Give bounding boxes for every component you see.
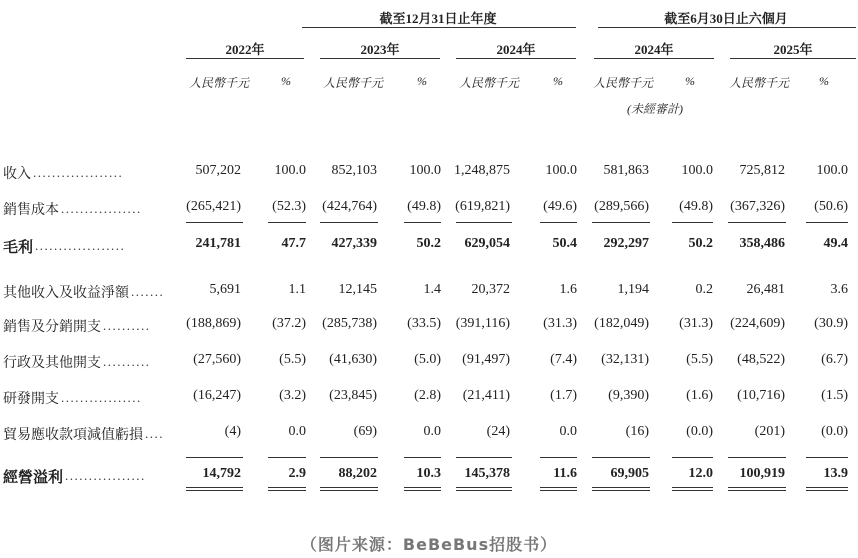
table-cell: 3.6 [830, 282, 848, 297]
year-underline [320, 58, 440, 59]
table-cell: 100.0 [681, 163, 713, 178]
table-cell: (367,326) [730, 199, 785, 214]
table-cell: (41,630) [329, 352, 377, 367]
table-cell: 0.0 [288, 424, 306, 439]
table-cell: 50.2 [688, 236, 713, 251]
row-label: 毛利 [3, 240, 34, 256]
unaudited-note: (未經審計) [627, 102, 683, 116]
subtotal-rule [404, 222, 441, 223]
table-cell: (182,049) [594, 316, 649, 331]
table-cell: (285,738) [322, 316, 377, 331]
table-cell: 69,905 [610, 466, 649, 481]
table-cell: 50.2 [416, 236, 441, 251]
leader-dots: ....... [131, 284, 165, 299]
leader-dots: ................. [61, 390, 142, 405]
year-underline [186, 58, 304, 59]
subtotal-rule [592, 457, 650, 458]
total-double-rule [806, 490, 848, 491]
table-cell: 725,812 [739, 163, 785, 178]
row-label: 貿易應收款項減值虧損 [3, 428, 143, 443]
year-header-2024-interim: 2024年 [634, 42, 674, 57]
row-label: 銷售及分銷開支 [3, 320, 101, 335]
unit-header-rmb: 人民幣千元 [322, 76, 383, 90]
total-double-rule [540, 490, 577, 491]
total-double-rule [268, 487, 306, 488]
table-cell: (6.7) [821, 352, 848, 367]
table-cell: 47.7 [281, 236, 306, 251]
unit-header-rmb: 人民幣千元 [592, 76, 653, 90]
row-label: 行政及其他開支 [3, 356, 101, 371]
table-cell: (201) [754, 424, 785, 439]
table-cell: (391,116) [455, 316, 510, 331]
total-double-rule [320, 487, 378, 488]
leader-dots: .... [145, 426, 164, 441]
subtotal-rule [186, 457, 243, 458]
table-cell: (31.3) [543, 316, 577, 331]
table-cell: (32,131) [601, 352, 649, 367]
table-cell: (5.5) [686, 352, 713, 367]
row-label: 其他收入及收益淨額 [3, 286, 129, 301]
subtotal-rule [672, 222, 713, 223]
table-cell: (224,609) [730, 316, 785, 331]
table-cell: (91,497) [462, 352, 510, 367]
table-cell: 0.0 [559, 424, 577, 439]
table-cell: 852,103 [331, 163, 377, 178]
leader-dots-wrap [35, 237, 125, 255]
subtotal-rule [806, 222, 848, 223]
table-cell: 2.9 [288, 466, 306, 481]
table-cell: (289,566) [594, 199, 649, 214]
table-cell: (30.9) [814, 316, 848, 331]
table-cell: (1.7) [550, 388, 577, 403]
table-cell: 1.4 [423, 282, 441, 297]
leader-dots: ................... [35, 238, 126, 253]
subtotal-rule [728, 457, 786, 458]
table-cell: (265,421) [186, 199, 241, 214]
table-cell: 581,863 [603, 163, 649, 178]
row-label: 收入 [3, 167, 31, 182]
table-cell: 100.0 [816, 163, 848, 178]
subtotal-rule [592, 222, 650, 223]
table-cell: (27,560) [193, 352, 241, 367]
year-header-2024: 2024年 [496, 42, 536, 57]
group-underline-interim [598, 27, 856, 28]
unit-header-rmb: 人民幣千元 [458, 76, 519, 90]
table-cell: (3.2) [279, 388, 306, 403]
table-cell: (4) [224, 424, 241, 439]
table-cell: (0.0) [821, 424, 848, 439]
table-cell: 14,792 [202, 466, 241, 481]
leader-dots: ................... [33, 165, 124, 180]
table-cell: (1.5) [821, 388, 848, 403]
table-cell: 292,297 [603, 236, 649, 251]
total-double-rule [320, 490, 378, 491]
table-cell: (52.3) [272, 199, 306, 214]
subtotal-rule [540, 222, 577, 223]
table-cell: (21,411) [462, 388, 510, 403]
leader-dots: .......... [103, 318, 151, 333]
leader-dots: .......... [103, 354, 151, 369]
table-cell: 49.4 [823, 236, 848, 251]
leader-dots-wrap [33, 164, 123, 182]
table-cell: 100.0 [274, 163, 306, 178]
table-cell: (23,845) [329, 388, 377, 403]
table-cell: (69) [353, 424, 377, 439]
table-cell: (31.3) [679, 316, 713, 331]
table-cell: 5,691 [209, 282, 241, 297]
table-cell: (1.6) [686, 388, 713, 403]
unit-header-rmb: 人民幣千元 [188, 76, 249, 90]
table-cell: (49.6) [543, 199, 577, 214]
unit-header-pct: % [281, 74, 291, 88]
table-cell: (24) [486, 424, 510, 439]
table-cell: 100.0 [545, 163, 577, 178]
table-cell: 0.0 [423, 424, 441, 439]
table-cell: (33.5) [407, 316, 441, 331]
total-double-rule [540, 487, 577, 488]
table-cell: (0.0) [686, 424, 713, 439]
year-header-2023: 2023年 [360, 42, 400, 57]
table-cell: (10,716) [737, 388, 785, 403]
table-cell: 26,481 [746, 282, 785, 297]
year-underline [594, 58, 714, 59]
year-underline [730, 58, 856, 59]
table-cell: 1.6 [559, 282, 577, 297]
table-cell: (7.4) [550, 352, 577, 367]
subtotal-rule [540, 457, 577, 458]
subtotal-rule [186, 222, 243, 223]
table-cell: (16,247) [193, 388, 241, 403]
total-double-rule [672, 487, 713, 488]
subtotal-rule [404, 457, 441, 458]
subtotal-rule [268, 222, 306, 223]
row-label: 銷售成本 [3, 203, 59, 218]
table-cell: (48,522) [737, 352, 785, 367]
subtotal-rule [728, 222, 786, 223]
total-double-rule [806, 487, 848, 488]
group-header-annual: 截至12月31日止年度 [379, 11, 497, 26]
table-cell: 629,054 [464, 236, 510, 251]
subtotal-rule [320, 457, 378, 458]
table-cell: 13.9 [823, 466, 848, 481]
table-cell: 10.3 [416, 466, 441, 481]
table-cell: 12,145 [338, 282, 377, 297]
table-cell: 241,781 [195, 236, 241, 251]
table-cell: (424,764) [322, 199, 377, 214]
total-double-rule [268, 490, 306, 491]
total-double-rule [728, 490, 786, 491]
leader-dots: ................. [65, 468, 146, 483]
total-double-rule [592, 490, 650, 491]
leader-dots-wrap [103, 317, 151, 335]
table-cell: 1,194 [617, 282, 649, 297]
table-cell: 1.1 [288, 282, 306, 297]
source-caption: （图片来源：BeBeBus招股书） [300, 535, 558, 554]
total-double-rule [404, 487, 441, 488]
total-double-rule [672, 490, 713, 491]
table-cell: (2.8) [414, 388, 441, 403]
table-cell: 11.6 [553, 466, 577, 481]
unit-header-rmb: 人民幣千元 [728, 76, 789, 90]
table-cell: 88,202 [338, 466, 377, 481]
leader-dots-wrap [65, 467, 146, 485]
unit-header-pct: % [553, 74, 563, 88]
total-double-rule [728, 487, 786, 488]
subtotal-rule [806, 457, 848, 458]
group-underline-annual [302, 27, 576, 28]
total-double-rule [186, 490, 243, 491]
unit-header-pct: % [819, 74, 829, 88]
table-cell: (9,390) [608, 388, 649, 403]
table-cell: (49.8) [407, 199, 441, 214]
leader-dots-wrap [61, 389, 142, 407]
year-header-2022: 2022年 [225, 42, 265, 57]
leader-dots-wrap [103, 353, 151, 371]
total-double-rule [456, 490, 512, 491]
row-label: 研發開支 [3, 392, 59, 407]
table-cell: 358,486 [739, 236, 785, 251]
table-cell: 1,248,875 [454, 163, 510, 178]
year-underline [456, 58, 576, 59]
subtotal-rule [320, 222, 378, 223]
subtotal-rule [672, 457, 713, 458]
table-cell: (37.2) [272, 316, 306, 331]
table-cell: (16) [625, 424, 649, 439]
subtotal-rule [456, 222, 512, 223]
total-double-rule [404, 490, 441, 491]
total-double-rule [592, 487, 650, 488]
table-cell: (49.8) [679, 199, 713, 214]
table-cell: 100,919 [739, 466, 785, 481]
total-double-rule [456, 487, 512, 488]
row-label: 經營溢利 [3, 470, 64, 486]
table-cell: 100.0 [409, 163, 441, 178]
subtotal-rule [456, 457, 512, 458]
table-cell: 12.0 [688, 466, 713, 481]
table-cell: (50.6) [814, 199, 848, 214]
subtotal-rule [268, 457, 306, 458]
table-cell: (619,821) [455, 199, 510, 214]
table-cell: 145,378 [464, 466, 510, 481]
table-cell: (5.5) [279, 352, 306, 367]
leader-dots-wrap [61, 200, 142, 218]
unit-header-pct: % [685, 74, 695, 88]
leader-dots: ................. [61, 201, 142, 216]
table-cell: (5.0) [414, 352, 441, 367]
table-cell: (188,869) [186, 316, 241, 331]
group-header-interim: 截至6月30日止六個月 [664, 11, 788, 26]
table-cell: 507,202 [195, 163, 241, 178]
table-cell: 20,372 [471, 282, 510, 297]
table-cell: 50.4 [552, 236, 577, 251]
total-double-rule [186, 487, 243, 488]
table-cell: 0.2 [695, 282, 713, 297]
unit-header-pct: % [417, 74, 427, 88]
year-header-2025-interim: 2025年 [773, 42, 813, 57]
table-cell: 427,339 [331, 236, 377, 251]
